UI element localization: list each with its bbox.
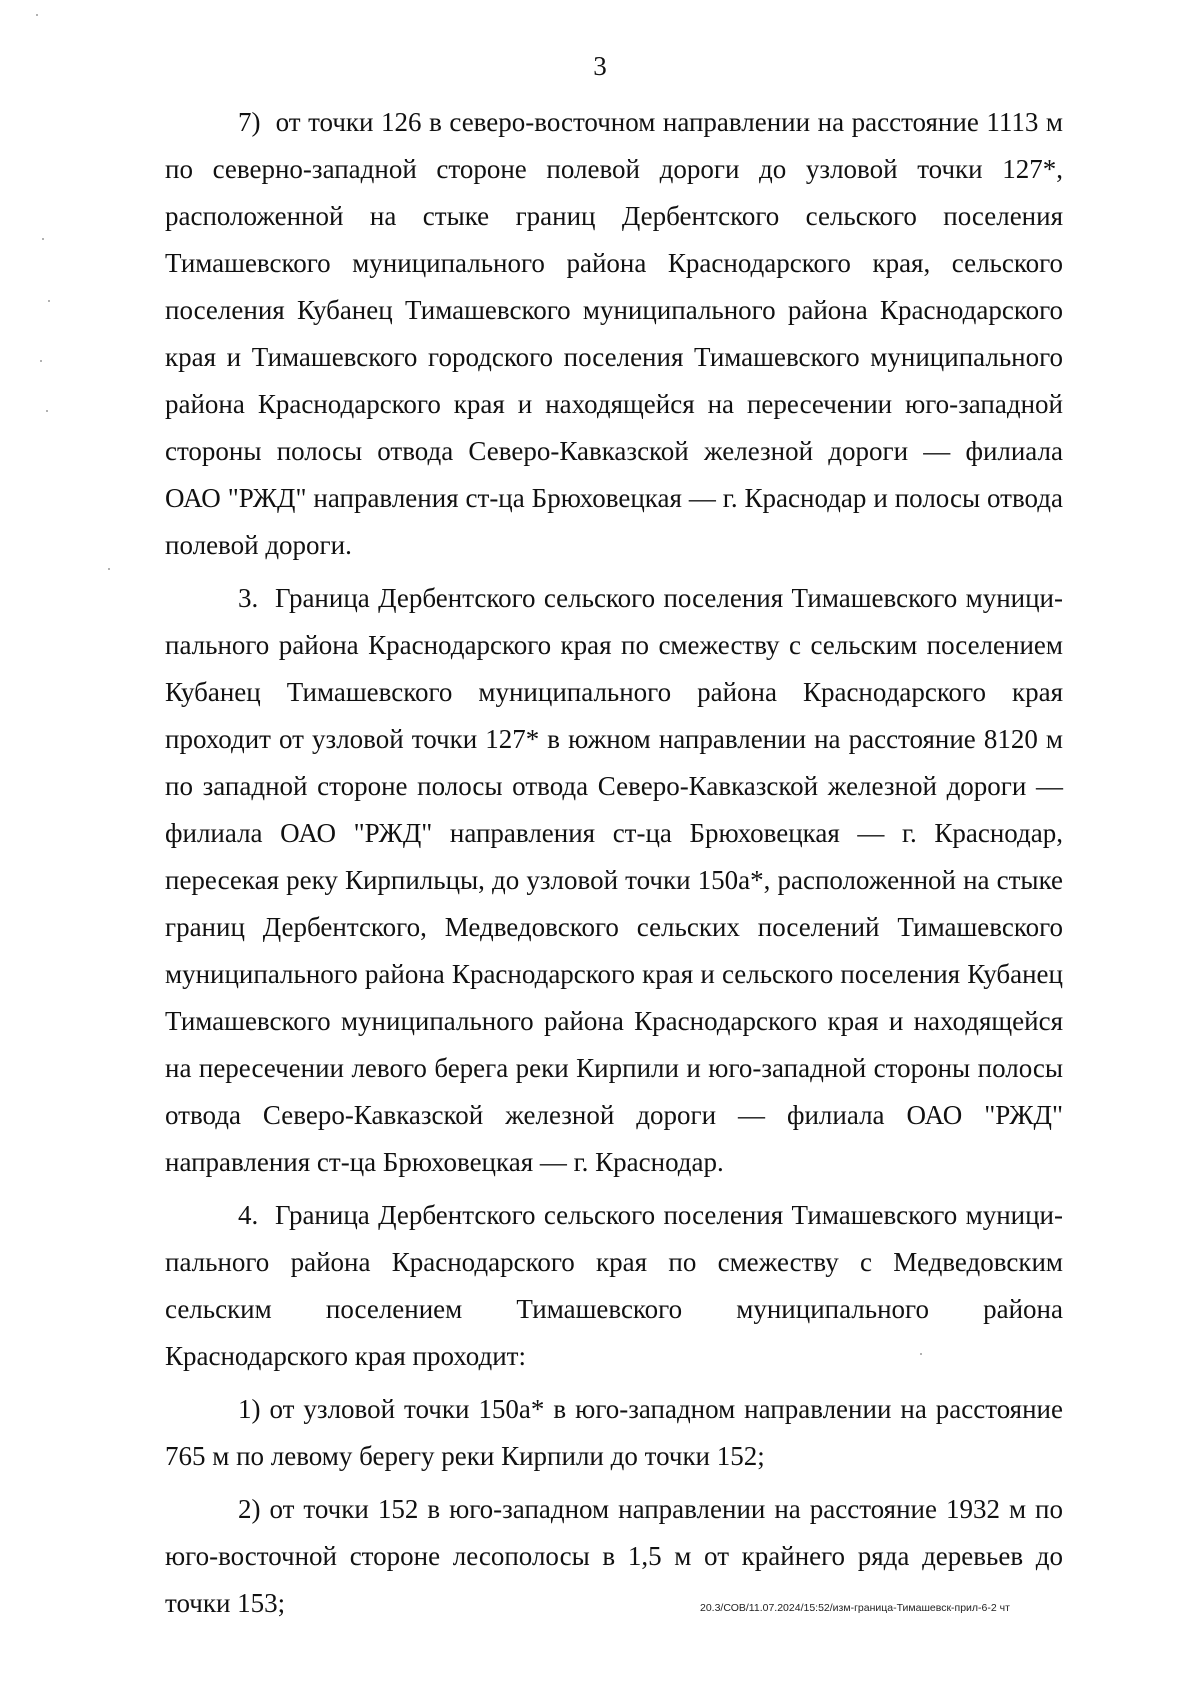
footer-reference: 20.3/СОВ/11.07.2024/15:52/изм-граница-Тимашевск-прил-6-2 чт xyxy=(700,1602,1010,1614)
scan-speck xyxy=(36,14,38,16)
scan-speck xyxy=(42,238,44,240)
scan-speck xyxy=(40,360,42,362)
paragraph-section-3: 3. Граница Дербентского сельского поселения Тимашевского муниципального района Краснодарского края по смежеству с сельским поселением Кубанец Тимашевского муниципального района Краснодарского края проходит от узловой точки 127* в южном направлении на расстояние 8120 м по западной стороне полосы отвода Северо-Кавказской железной дороги — филиала ОАО "РЖД" направления ст-ца Брюховецкая — г. Краснодар, пересекая реку Кирпильцы, до узловой точки 150а*, расположенной на стыке границ Дербентского, Медведовского сельских поселений Тимашевского муниципального района Краснодарского края и сельского поселения Кубанец Тимашевского муниципального района Краснодарского края и находящейся на пересечении левого берега реки Кирпили и юго-западной стороны полосы отвода Северо-Кавказской железной дороги — филиала ОАО "РЖД" направления ст-ца Брюховецкая — г. Краснодар. xyxy=(165,583,1063,1177)
scan-speck xyxy=(920,1353,922,1355)
document-body xyxy=(165,99,1063,1627)
scan-speck xyxy=(108,568,110,570)
page-number: 3 xyxy=(593,51,607,81)
paragraph-item-1: 1) от узловой точки 150а* в юго-западном направлении на расстояние 765 м по левому берегу реки Кирпили до точки 152; xyxy=(165,1394,1063,1471)
scan-speck xyxy=(48,300,50,302)
scan-speck xyxy=(46,410,48,412)
paragraph-section-4: 4. Граница Дербентского сельского поселения Тимашевского муниципального района Краснодарского края по смежеству с Медведовским сельским поселением Тимашевского муниципального района Краснодарского края проходит: xyxy=(165,1200,1063,1371)
paragraph-item-2: 2) от точки 152 в юго-западном направлении на расстояние 1932 м по юго-восточной стороне лесополосы в 1,5 м от крайнего ряда деревьев до точки 153; xyxy=(165,1494,1063,1618)
paragraph-item-7: 7) от точки 126 в северо-восточном направлении на расстояние 1113 м по северно-западной стороне полевой дороги до узловой точки 127*, расположенной на стыке границ Дербентского сельского поселения Тимашевского муниципального района Краснодарского края, сельского поселения Кубанец Тимашевского муниципального района Краснодарского края и Тимашевского городского поселения Тимашевского муниципального района Краснодарского края и находящейся на пересечении юго-западной стороны полосы отвода Северо-Кавказской железной дороги — филиала ОАО "РЖД" направления ст-ца Брюховецкая — г. Краснодар и полосы отвода полевой дороги. xyxy=(165,107,1063,560)
